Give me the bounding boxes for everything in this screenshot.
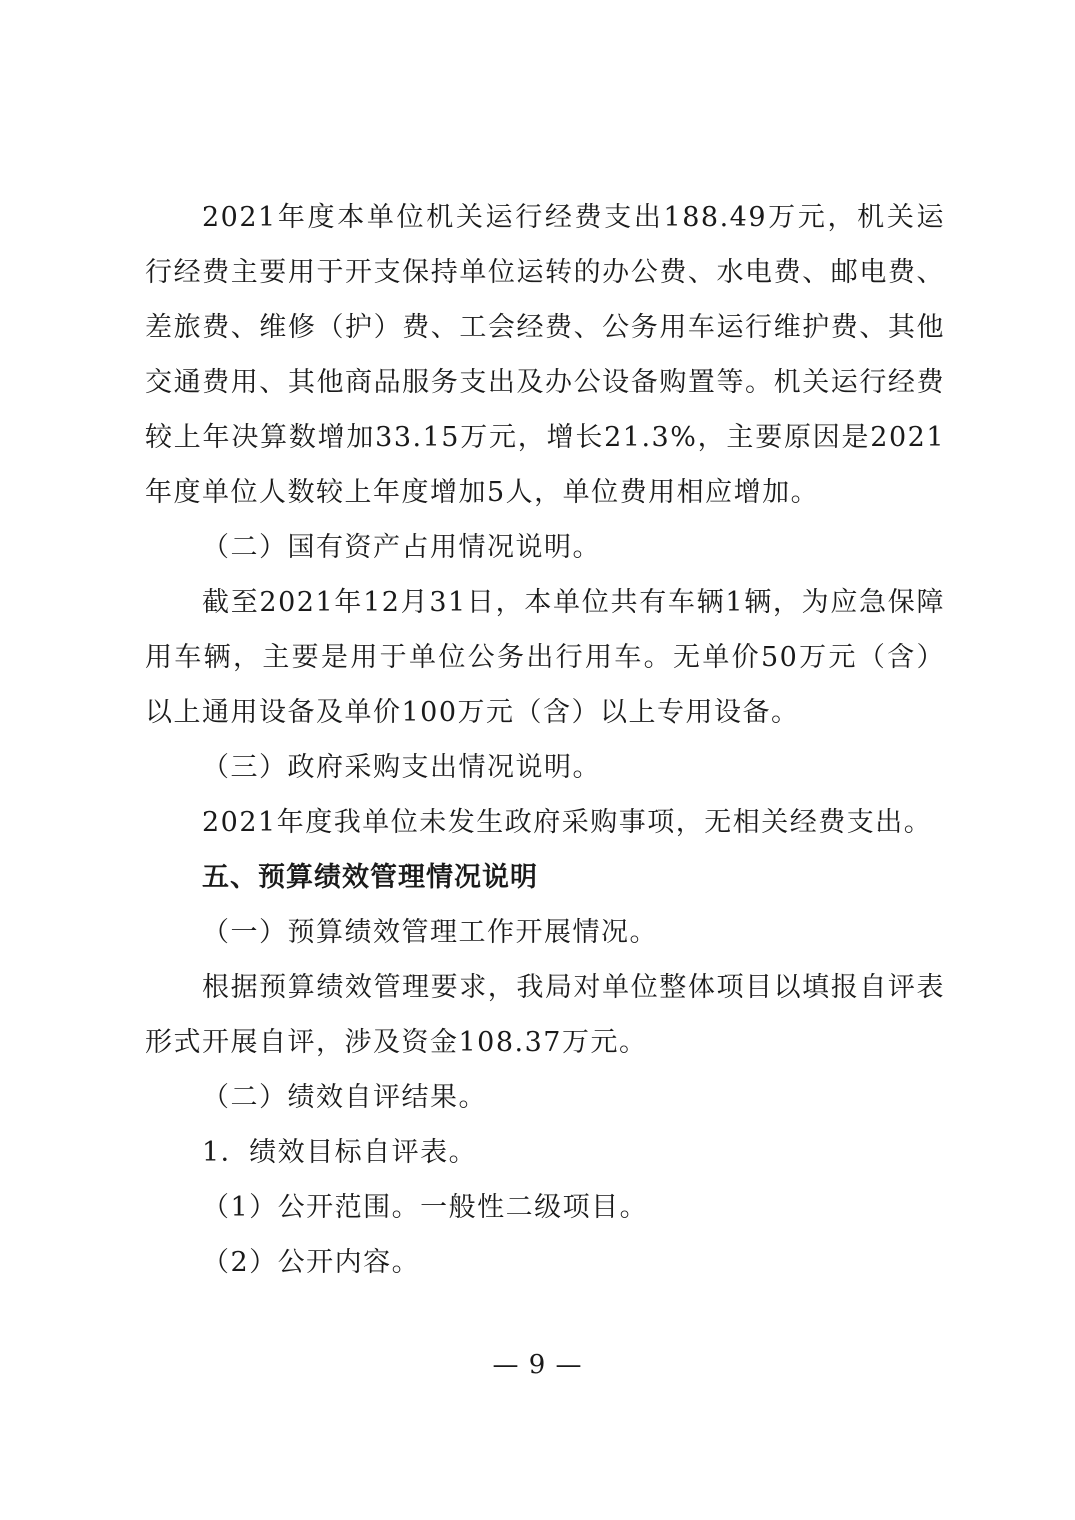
paragraph-vehicles: 截至2021年12月31日，本单位共有车辆1辆，为应急保障用车辆，主要是用于单位公务出行用车。无单价50万元（含）以上通用设备及单价100万元（含）以上专用设备。 <box>145 587 945 728</box>
item-disclosure-scope: （1）公开范围。一般性二级项目。 <box>202 1192 649 1223</box>
paragraph-procurement: 2021年度我单位未发生政府采购事项，无相关经费支出。 <box>202 807 933 838</box>
item-disclosure-content: （2）公开内容。 <box>202 1247 421 1278</box>
section-heading-performance: 五、预算绩效管理情况说明 <box>202 862 538 893</box>
subheading-evaluation-results: （二）绩效自评结果。 <box>202 1082 487 1113</box>
paragraph-self-evaluation: 根据预算绩效管理要求，我局对单位整体项目以填报自评表形式开展自评，涉及资金108.37万元。 <box>145 972 945 1058</box>
subheading-performance-work: （一）预算绩效管理工作开展情况。 <box>202 917 658 948</box>
subheading-state-assets: （二）国有资产占用情况说明。 <box>202 532 601 563</box>
subheading-government-procurement: （三）政府采购支出情况说明。 <box>202 752 601 783</box>
page-number: — 9 — <box>492 1350 583 1380</box>
document-body <box>145 190 945 1290</box>
item-goal-table: 1．绩效目标自评表。 <box>202 1137 478 1168</box>
paragraph-operating-expenses: 2021年度本单位机关运行经费支出188.49万元，机关运行经费主要用于开支保持单位运转的办公费、水电费、邮电费、差旅费、维修（护）费、工会经费、公务用车运行维护费、其他交通费用、其他商品服务支出及办公设备购置等。机关运行经费较上年决算数增加33.15万元，增长21.3%，主要原因是2021年度单位人数较上年度增加5人，单位费用相应增加。 <box>145 202 945 508</box>
